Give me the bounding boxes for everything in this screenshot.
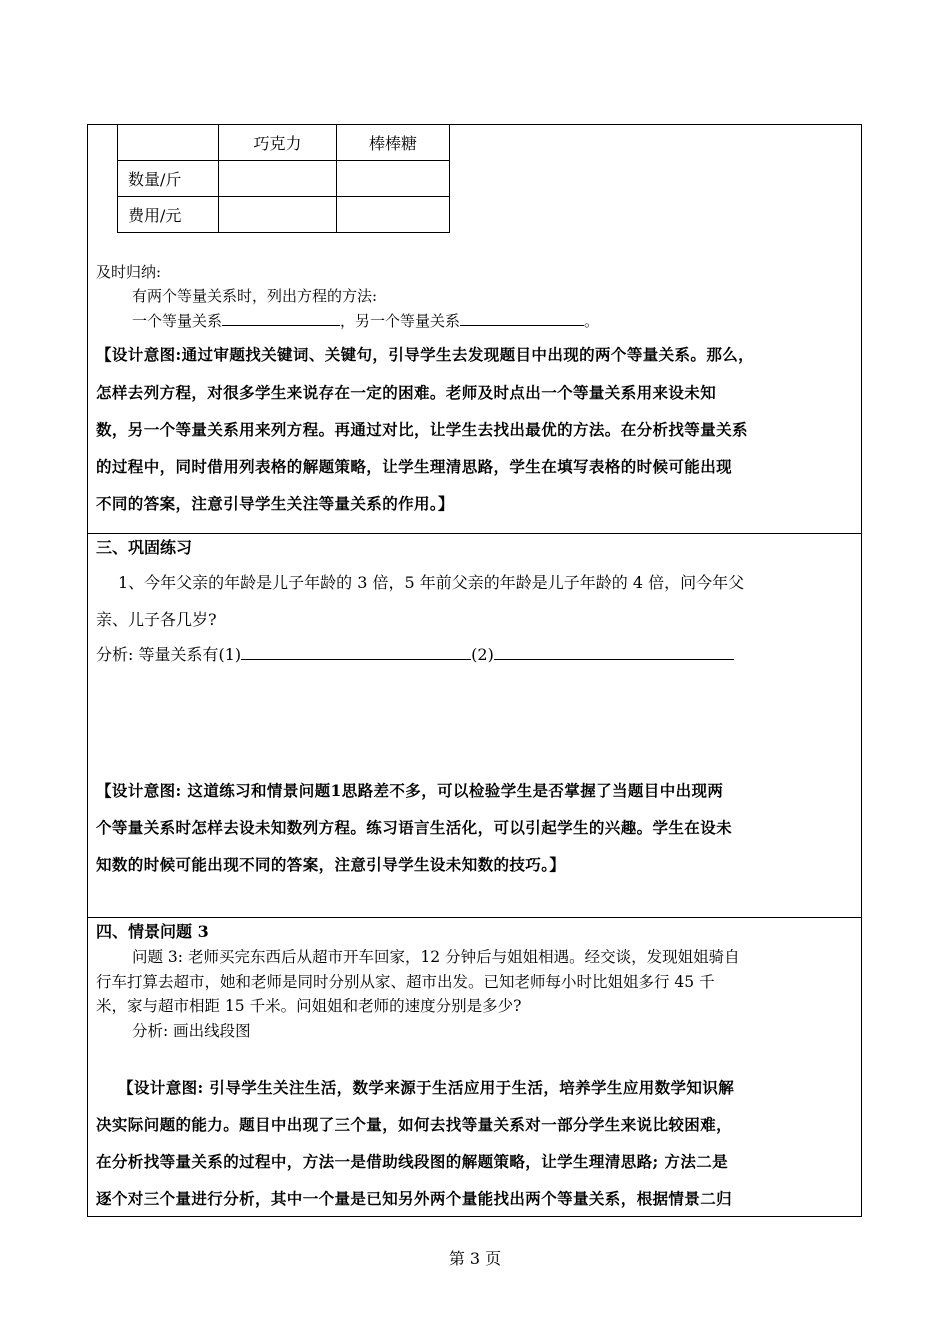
table-header-row: [118, 125, 450, 161]
section-title: 三、巩固练习: [96, 538, 193, 557]
table-header-cell: 巧克力: [219, 125, 337, 161]
design-intent-line: 在分析找等量关系的过程中，方法一是借助线段图的解题策略，让学生理清思路; 方法二是: [96, 1152, 729, 1171]
section-divider: [87, 917, 862, 918]
design-intent-line: 【设计意图: 这道练习和情景问题1思路差不多，可以检验学生是否掌握了当题目中出现两: [96, 781, 724, 800]
summary-heading: 及时归纳:: [96, 263, 162, 281]
answer-blank[interactable]: [460, 311, 584, 326]
section-title: 四、情景问题 3: [96, 922, 209, 941]
answer-blank[interactable]: [222, 311, 340, 326]
section-divider: [87, 533, 862, 534]
design-intent-line: 不同的答案，注意引导学生关注等量关系的作用。】: [96, 494, 454, 513]
question-text: 1、今年父亲的年龄是儿子年龄的 3 倍，5 年前父亲的年龄是儿子年龄的 4 倍，问今年父: [118, 573, 745, 592]
summary-text: ，另一个等量关系: [340, 312, 461, 330]
summary-line: 有两个等量关系时，列出方程的方法:: [132, 287, 378, 305]
design-intent-line: 个等量关系时怎样去设未知数列方程。练习语言生活化，可以引起学生的兴趣。学生在设未: [96, 818, 733, 837]
design-intent-line: 知数的时候可能出现不同的答案，注意引导学生设未知数的技巧。】: [96, 855, 566, 874]
row-label: 数量/斤: [118, 161, 219, 197]
row-label: 费用/元: [118, 197, 219, 233]
problem-text: 行车打算去超市，她和老师是同时分别从家、超市出发。已知老师每小时比姐姐多行 45 千: [96, 973, 715, 991]
summary-fill-line: [132, 311, 599, 331]
question-text: 亲、儿子各几岁?: [96, 610, 217, 629]
design-intent-line: 的过程中，同时借用列表格的解题策略，让学生理清思路，学生在填写表格的时候可能出现: [96, 457, 733, 476]
table-cell[interactable]: [219, 197, 337, 233]
design-intent-line: 决实际问题的能力。题目中出现了三个量，如何去找等量关系对一部分学生来说比较困难，: [96, 1115, 733, 1134]
table-header-cell: 棒棒糖: [337, 125, 450, 161]
design-intent-line: 怎样去列方程，对很多学生来说存在一定的困难。老师及时点出一个等量关系用来设未知: [96, 383, 717, 402]
problem-text: 问题 3: 老师买完东西后从超市开车回家，12 分钟后与姐姐相遇。经交谈，发现姐姐骑自: [132, 948, 740, 966]
problem-text: 米，家与超市相距 15 千米。问姐姐和老师的速度分别是多少?: [96, 997, 522, 1015]
summary-text: 。: [584, 312, 600, 330]
summary-text: 一个等量关系: [132, 312, 223, 330]
answer-blank[interactable]: [241, 645, 471, 660]
analysis-label: 分析: 画出线段图: [132, 1022, 251, 1040]
design-intent-line: 逐个对三个量进行分析，其中一个量是已知另外两个量能找出两个等量关系，根据情景二归: [96, 1189, 733, 1208]
table-cell[interactable]: [337, 161, 450, 197]
answer-blank[interactable]: [494, 645, 734, 660]
design-intent-line: 【设计意图:通过审题找关键词、关键句，引导学生去发现题目中出现的两个等量关系。那么，: [96, 345, 755, 364]
table-cell[interactable]: [219, 161, 337, 197]
table-header-cell: [118, 125, 219, 161]
table-row: [118, 197, 450, 233]
table-row: [118, 161, 450, 197]
design-intent-line: 【设计意图: 引导学生关注生活，数学来源于生活应用于生活，培养学生应用数学知识解: [118, 1078, 735, 1097]
design-intent-line: 数，另一个等量关系用来列方程。再通过对比，让学生去找出最优的方法。在分析找等量关系: [96, 420, 748, 439]
table-cell[interactable]: [337, 197, 450, 233]
quantity-cost-table: [117, 125, 450, 233]
page-number: 第 3 页: [448, 1249, 502, 1268]
analysis-label: (2): [471, 645, 494, 664]
analysis-line: [96, 645, 734, 665]
analysis-label: 分析: 等量关系有(1): [96, 645, 242, 664]
